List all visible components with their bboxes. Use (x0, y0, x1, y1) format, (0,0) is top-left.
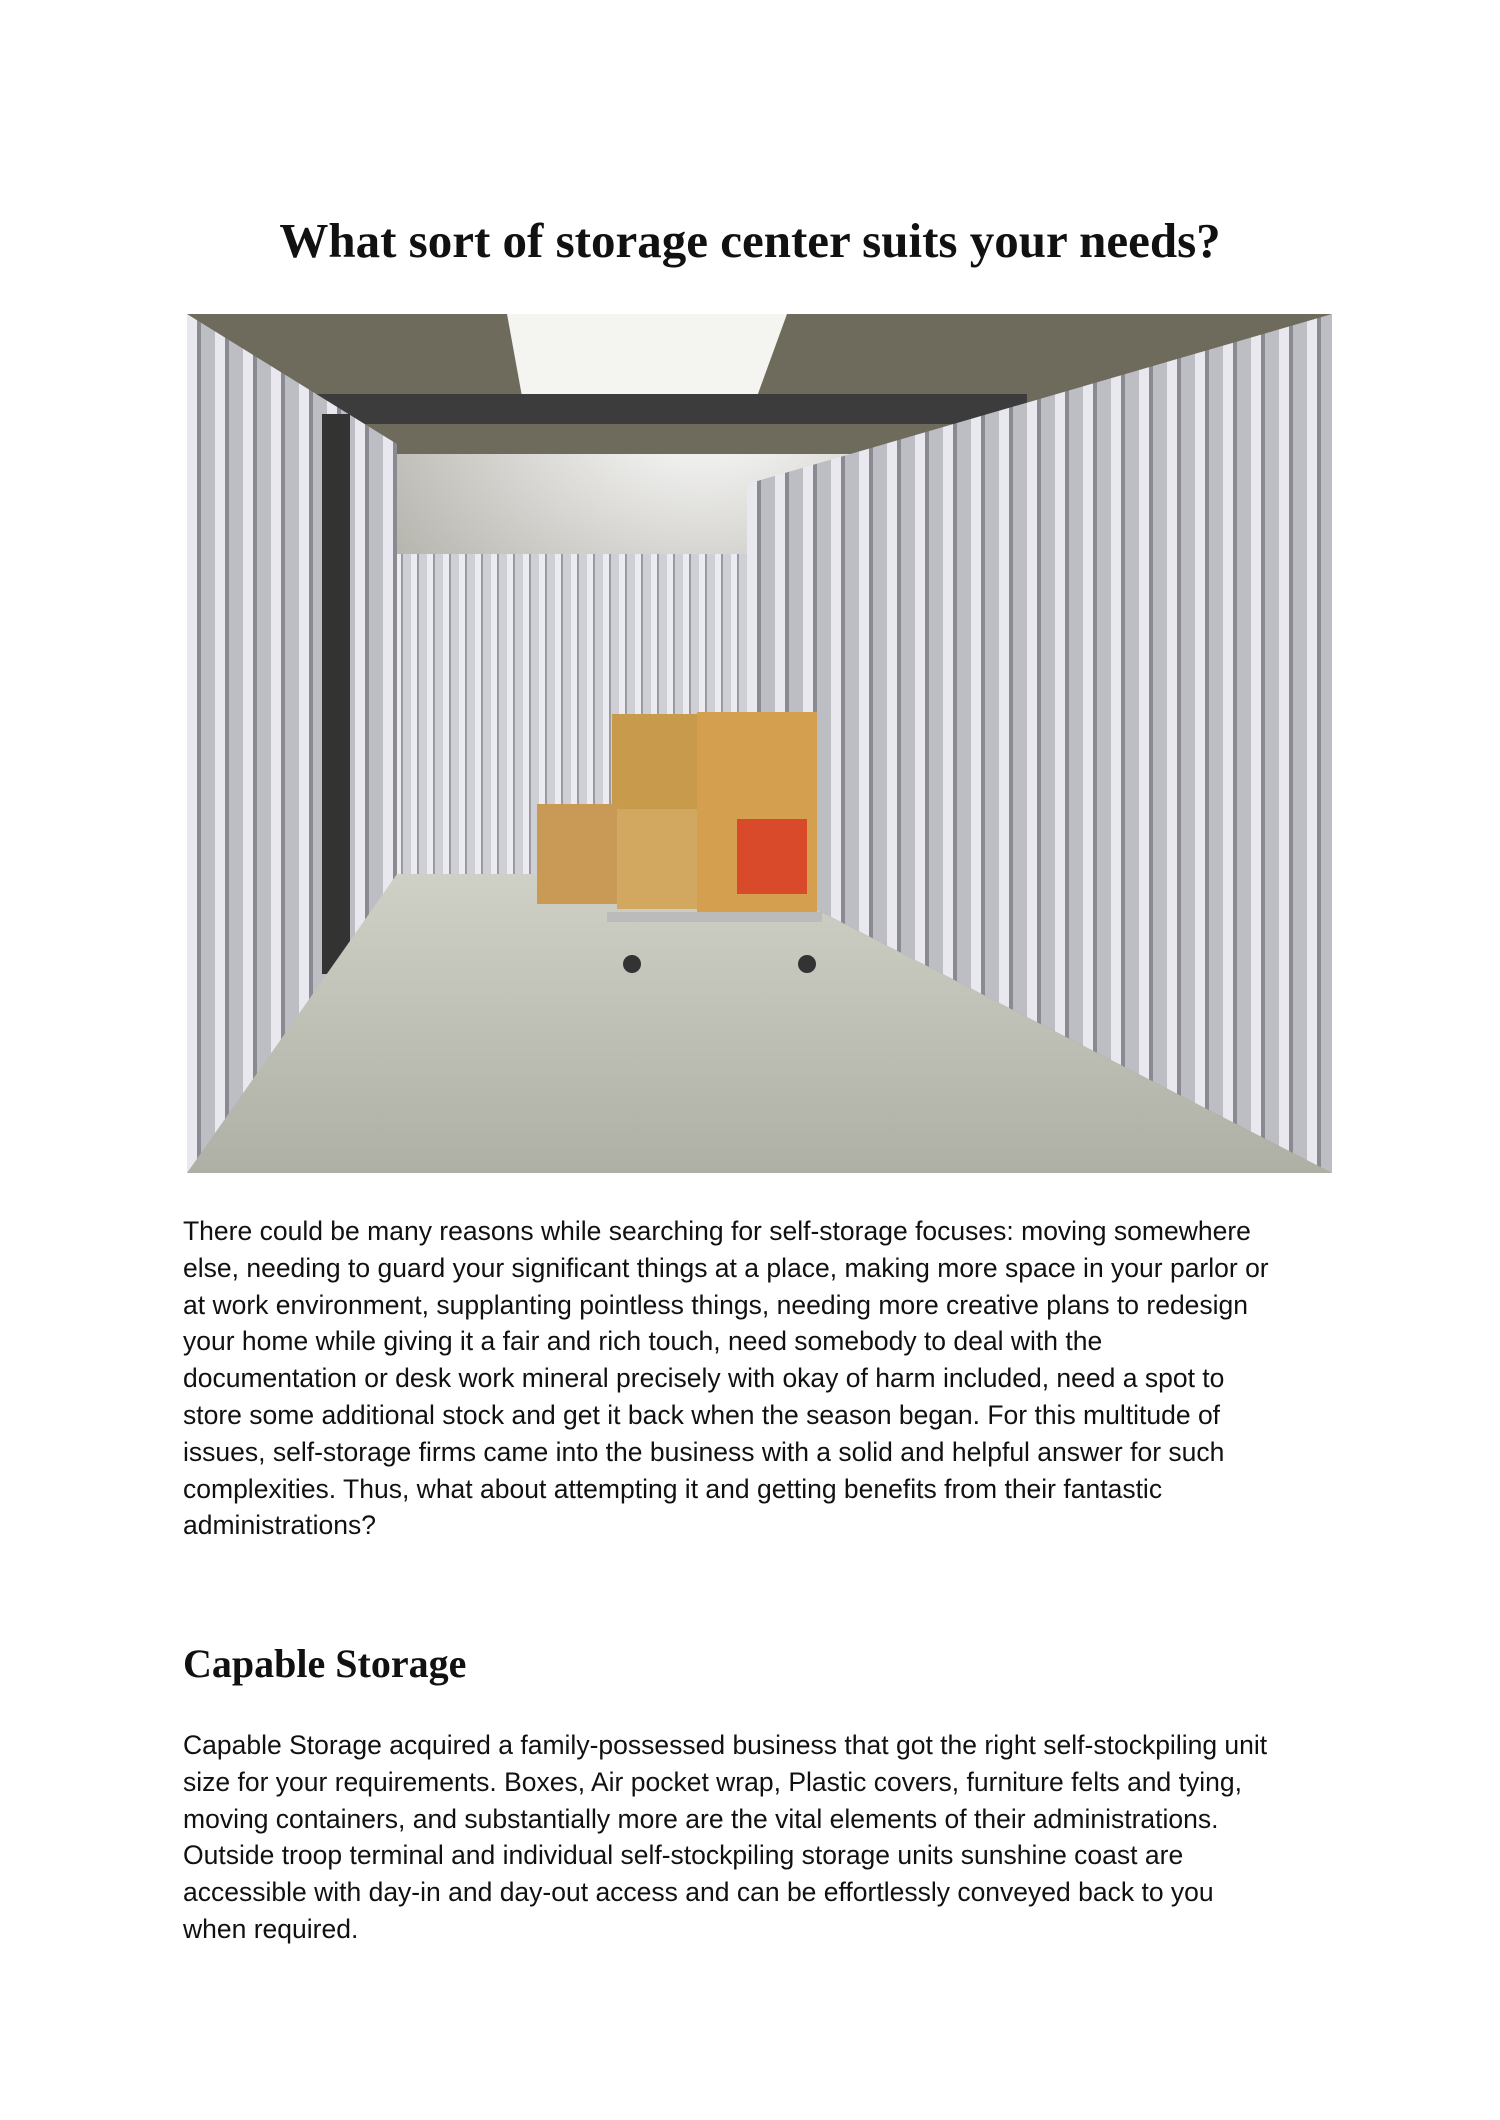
text-line: size for your requirements. Boxes, Air pocket wrap, Plastic covers, furniture felts and tying, (183, 1766, 1242, 1797)
storage-unit-illustration (187, 314, 1332, 1173)
intro-paragraph (183, 1213, 1269, 1544)
text-line: administrations? (183, 1510, 376, 1541)
text-line: at work environment, supplanting pointless things, needing more creative plans to redesign (183, 1289, 1249, 1320)
text-line: when required. (183, 1913, 359, 1944)
text-line: complexities. Thus, what about attempting it and getting benefits from their fantastic (183, 1473, 1163, 1504)
page-title: What sort of storage center suits your needs? (279, 213, 1221, 268)
section-heading: Capable Storage (183, 1641, 467, 1686)
text-line: documentation or desk work mineral precisely with okay of harm included, need a spot to (183, 1363, 1225, 1394)
section-paragraph (183, 1727, 1267, 1948)
text-line: There could be many reasons while searching for self-storage focuses: moving somewhere (183, 1216, 1251, 1246)
text-line: Outside troop terminal and individual self-stockpiling storage units sunshine coast are (183, 1840, 1184, 1871)
text-line: Capable Storage acquired a family-possessed business that got the right self-stockpiling unit (183, 1730, 1268, 1760)
storage-unit-photo (187, 314, 1332, 1173)
text-line: moving containers, and substantially more are the vital elements of their administrations. (183, 1803, 1219, 1834)
text-line: issues, self-storage firms came into the business with a solid and helpful answer for such (183, 1436, 1225, 1467)
text-line: else, needing to guard your significant things at a place, making more space in your parlor or (183, 1252, 1269, 1283)
text-line: accessible with day-in and day-out access and can be effortlessly conveyed back to you (183, 1877, 1214, 1908)
text-line: store some additional stock and get it back when the season began. For this multitude of (183, 1399, 1221, 1430)
text-line: your home while giving it a fair and rich touch, need somebody to deal with the (183, 1326, 1103, 1357)
